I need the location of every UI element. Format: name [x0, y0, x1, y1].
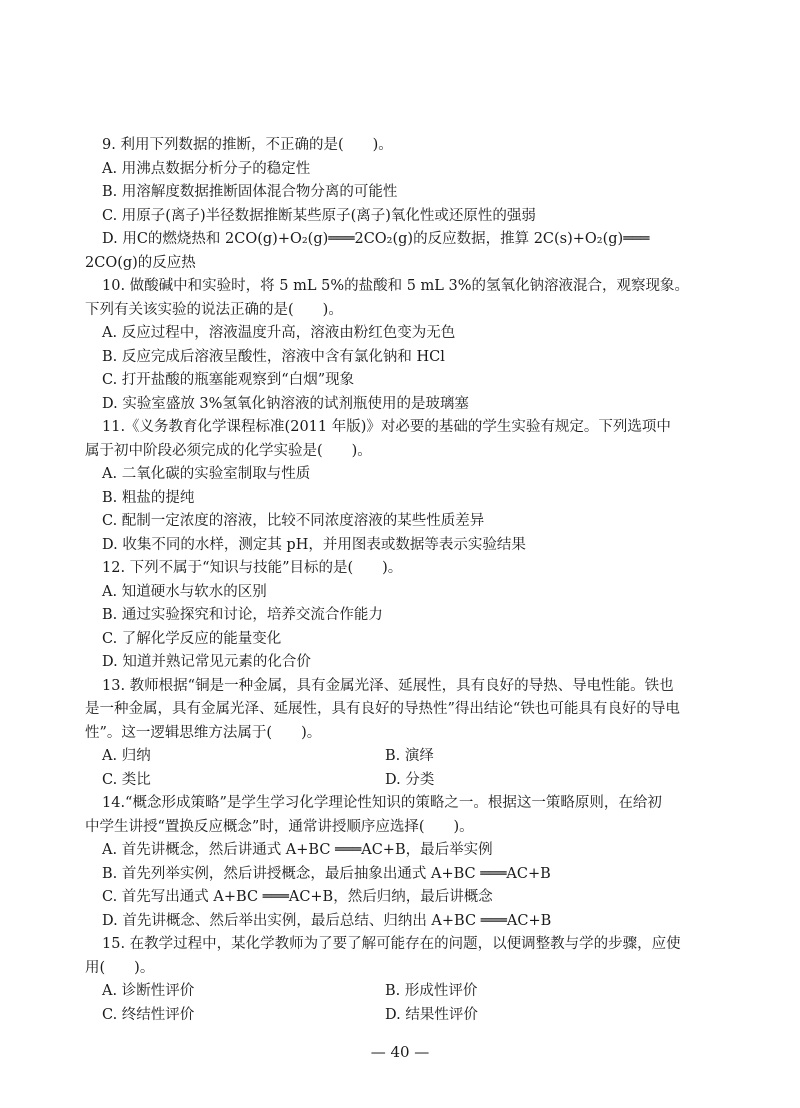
question-14-stem-line2: 中学生讲授“置换反应概念”时，通常讲授顺序应选择( )。 [85, 818, 474, 835]
question-12-option-a: A. 知道硬水与软水的区别 [102, 583, 267, 600]
page-content [85, 134, 692, 1027]
question-15-option-d: D. 结果性评价 [385, 1006, 478, 1023]
question-13-stem-line2: 是一种金属，具有金属光泽、延展性，具有良好的导热性”得出结论“铁也可能具有良好的导电 [85, 701, 680, 717]
question-11-stem-line2: 属于初中阶段必须完成的化学实验是( )。 [85, 442, 372, 459]
question-14-option-d: D. 首先讲概念、然后举出实例，最后总结、归纳出 A+BC ═══AC+B [102, 912, 552, 929]
question-15-stem-line2: 用( )。 [85, 959, 155, 976]
question-13-options [102, 745, 692, 792]
question-9-option-c: C. 用原子(离子)半径数据推断某些原子(离子)氧化性或还原性的强弱 [102, 207, 536, 224]
question-11-option-b: B. 粗盐的提纯 [102, 489, 195, 506]
question-11-option-a: A. 二氧化碳的实验室制取与性质 [102, 466, 311, 482]
question-11-stem-line1: 11.《义务教育化学课程标准(2011 年版)》对必要的基础的学生实验有规定。下列选项中 [102, 419, 671, 435]
question-12-option-d: D. 知道并熟记常见元素的化合价 [102, 654, 311, 670]
question-14-option-a: A. 首先讲概念，然后讲通式 A+BC ═══AC+B，最后举实例 [102, 842, 493, 858]
question-12-stem: 12. 下列不属于“知识与技能”目标的是( )。 [102, 560, 403, 576]
question-10-stem-line2: 下列有关该实验的说法正确的是( )。 [85, 301, 343, 318]
question-13 [85, 675, 692, 793]
question-9-option-b: B. 用溶解度数据推断固体混合物分离的可能性 [102, 184, 398, 200]
question-11-option-c: C. 配制一定浓度的溶液，比较不同浓度溶液的某些性质差异 [102, 513, 485, 529]
question-15-stem-line1: 15. 在教学过程中，某化学教师为了要了解可能存在的问题，以便调整教与学的步骤，应使 [102, 936, 681, 952]
question-11-option-d: D. 收集不同的水样，测定其 pH，并用图表或数据等表示实验结果 [102, 536, 526, 553]
question-10-option-d: D. 实验室盛放 3%氢氧化钠溶液的试剂瓶使用的是玻璃塞 [102, 395, 469, 412]
question-15-option-b: B. 形成性评价 [385, 983, 478, 999]
question-10-stem-line1: 10. 做酸碱中和实验时，将 5 mL 5%的盐酸和 5 mL 3%的氢氧化钠溶液混合，观察现象。 [102, 278, 690, 294]
question-13-option-a: A. 归纳 [102, 748, 151, 764]
question-14-option-c: C. 首先写出通式 A+BC ═══AC+B，然后归纳，最后讲概念 [102, 889, 493, 905]
question-15-options [102, 980, 692, 1027]
question-11 [85, 416, 692, 557]
question-9 [85, 134, 692, 275]
question-14-stem-line1: 14.“概念形成策略”是学生学习化学理论性知识的策略之一。根据这一策略原则，在给初 [102, 795, 662, 811]
question-13-option-d: D. 分类 [385, 771, 435, 788]
question-9-stem: 9. 利用下列数据的推断，不正确的是( )。 [102, 137, 393, 153]
question-9-option-d-line2: 2CO(g)的反应热 [85, 254, 196, 271]
question-13-option-c: C. 类比 [102, 771, 151, 788]
question-13-stem-line1: 13. 教师根据“铜是一种金属，具有金属光泽、延展性，具有良好的导热、导电性能。铁也 [102, 677, 674, 694]
page-number: — 40 — [370, 1043, 430, 1061]
question-12-option-c: C. 了解化学反应的能量变化 [102, 630, 282, 647]
question-10-option-c: C. 打开盐酸的瓶塞能观察到“白烟”现象 [102, 372, 355, 388]
question-10-option-b: B. 反应完成后溶液呈酸性，溶液中含有氯化钠和 HCl [102, 348, 445, 365]
question-10 [85, 275, 692, 416]
question-15-option-a: A. 诊断性评价 [102, 983, 195, 999]
question-12 [102, 557, 692, 675]
question-13-option-b: B. 演绎 [385, 748, 434, 764]
question-12-option-b: B. 通过实验探究和讨论，培养交流合作能力 [102, 607, 383, 623]
question-14 [85, 792, 692, 933]
question-10-option-a: A. 反应过程中，溶液温度升高，溶液由粉红色变为无色 [102, 325, 456, 341]
question-9-option-d-line1: D. 用C的燃烧热和 2CO(g)+O₂(g)═══2CO₂(g)的反应数据，推算 2C(s)+O₂(g)═══ [102, 231, 650, 247]
question-15 [85, 933, 692, 1027]
question-14-option-b: B. 首先列举实例，然后讲授概念，最后抽象出通式 A+BC ═══AC+B [102, 865, 551, 882]
question-9-option-a: A. 用沸点数据分析分子的稳定性 [102, 160, 311, 177]
question-15-option-c: C. 终结性评价 [102, 1006, 195, 1023]
question-13-stem-line3: 性”。这一逻辑思维方法属于( )。 [85, 724, 322, 741]
